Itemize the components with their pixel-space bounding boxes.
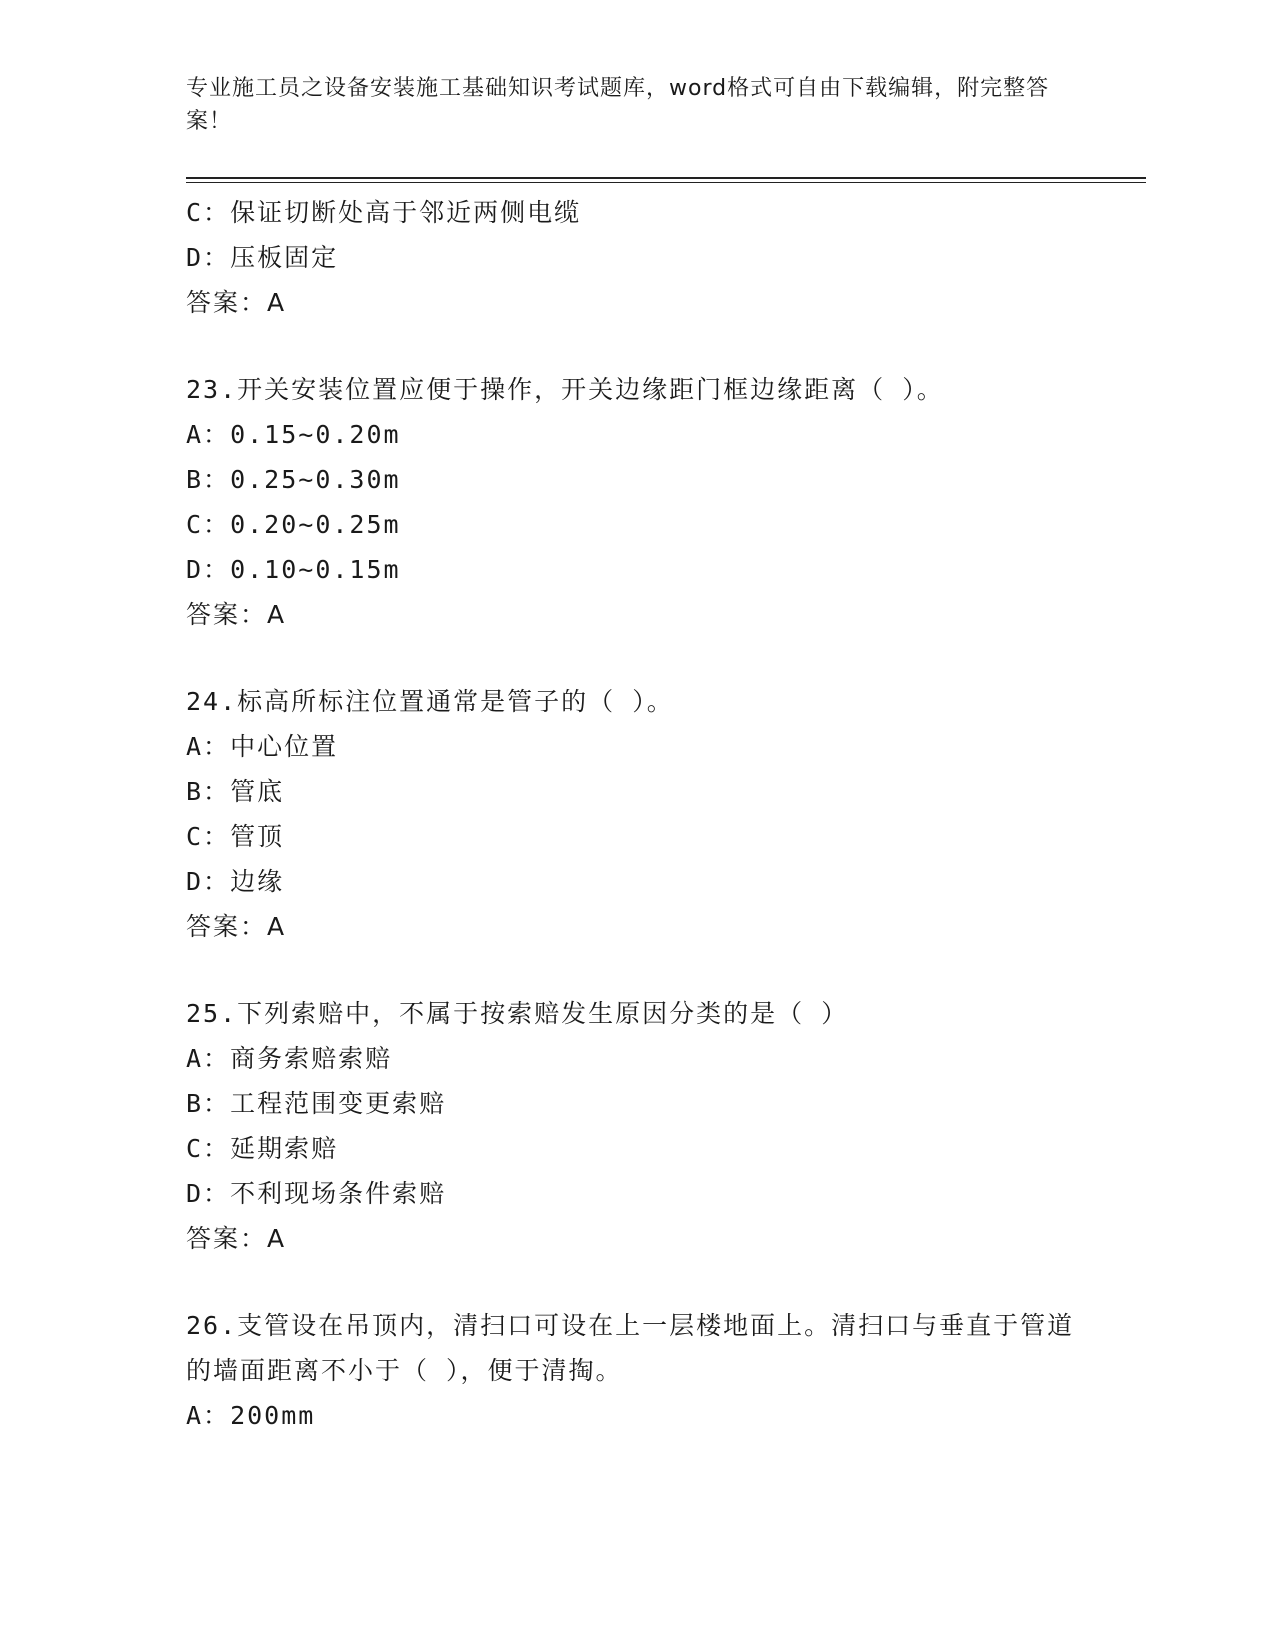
question-spacer bbox=[186, 637, 1146, 679]
option-key: B： bbox=[186, 777, 231, 806]
question-spacer bbox=[186, 949, 1146, 991]
question-stem: 25.下列索赔中，不属于按索赔发生原因分类的是（ ） bbox=[186, 999, 849, 1028]
header-divider-thick bbox=[186, 177, 1146, 179]
option-c bbox=[186, 814, 1146, 859]
question-stem: 24.标高所标注位置通常是管子的（ ）。 bbox=[186, 687, 674, 716]
option-key: B： bbox=[186, 465, 231, 494]
question-26 bbox=[186, 1303, 1146, 1438]
option-key: B： bbox=[186, 1089, 231, 1118]
option-text: 0.15~0.20m bbox=[230, 420, 401, 449]
option-text: 0.20~0.25m bbox=[230, 510, 401, 539]
option-text: 工程范围变更索赔 bbox=[230, 1089, 447, 1118]
document-header: 专业施工员之设备安装施工基础知识考试题库，word格式可自由下载编辑，附完整答案！ bbox=[186, 76, 1050, 134]
option-text: 管顶 bbox=[230, 822, 285, 851]
option-d bbox=[186, 547, 1146, 592]
option-text: 压板固定 bbox=[230, 243, 339, 272]
option-key: D： bbox=[186, 1179, 231, 1208]
option-b bbox=[186, 457, 1146, 502]
option-c bbox=[186, 1126, 1146, 1171]
option-b bbox=[186, 769, 1146, 814]
option-a bbox=[186, 412, 1146, 457]
option-key: C： bbox=[186, 1134, 231, 1163]
question-stem: 23.开关安装位置应便于操作，开关边缘距门框边缘距离（ ）。 bbox=[186, 375, 944, 404]
option-c bbox=[186, 190, 1146, 235]
option-text: 0.10~0.15m bbox=[230, 555, 401, 584]
question-25 bbox=[186, 991, 1146, 1261]
option-key: C： bbox=[186, 510, 231, 539]
option-text: 不利现场条件索赔 bbox=[230, 1179, 447, 1208]
option-text: 管底 bbox=[230, 777, 285, 806]
option-key: A： bbox=[186, 420, 231, 449]
header-divider-thin bbox=[186, 182, 1146, 183]
option-key: C： bbox=[186, 198, 231, 227]
option-text: 延期索赔 bbox=[230, 1134, 339, 1163]
option-key: C： bbox=[186, 822, 231, 851]
answer-line: 答案：A bbox=[186, 288, 287, 317]
question-23 bbox=[186, 367, 1146, 637]
option-a bbox=[186, 724, 1146, 769]
answer-line: 答案：A bbox=[186, 1224, 287, 1253]
option-d bbox=[186, 1171, 1146, 1216]
option-a bbox=[186, 1393, 1146, 1438]
option-d bbox=[186, 235, 1146, 280]
option-key: A： bbox=[186, 732, 231, 761]
option-c bbox=[186, 502, 1146, 547]
answer-line: 答案：A bbox=[186, 600, 287, 629]
option-text: 商务索赔索赔 bbox=[230, 1044, 393, 1073]
option-a bbox=[186, 1036, 1146, 1081]
option-key: D： bbox=[186, 867, 231, 896]
option-key: D： bbox=[186, 555, 231, 584]
question-stem: 26.支管设在吊顶内，清扫口可设在上一层楼地面上。清扫口与垂直于管道的墙面距离不小于（ ），便于清掏。 bbox=[186, 1311, 1075, 1385]
option-key: A： bbox=[186, 1044, 231, 1073]
option-b bbox=[186, 1081, 1146, 1126]
question-fragment bbox=[186, 190, 1146, 325]
answer-line: 答案：A bbox=[186, 912, 287, 941]
option-text: 200mm bbox=[230, 1401, 316, 1430]
question-24 bbox=[186, 679, 1146, 949]
option-text: 中心位置 bbox=[230, 732, 339, 761]
option-key: A： bbox=[186, 1401, 231, 1430]
option-key: D： bbox=[186, 243, 231, 272]
option-d bbox=[186, 859, 1146, 904]
option-text: 边缘 bbox=[230, 867, 285, 896]
question-spacer bbox=[186, 325, 1146, 367]
question-spacer bbox=[186, 1261, 1146, 1303]
option-text: 0.25~0.30m bbox=[230, 465, 401, 494]
option-text: 保证切断处高于邻近两侧电缆 bbox=[230, 198, 582, 227]
question-list bbox=[186, 190, 1146, 1438]
